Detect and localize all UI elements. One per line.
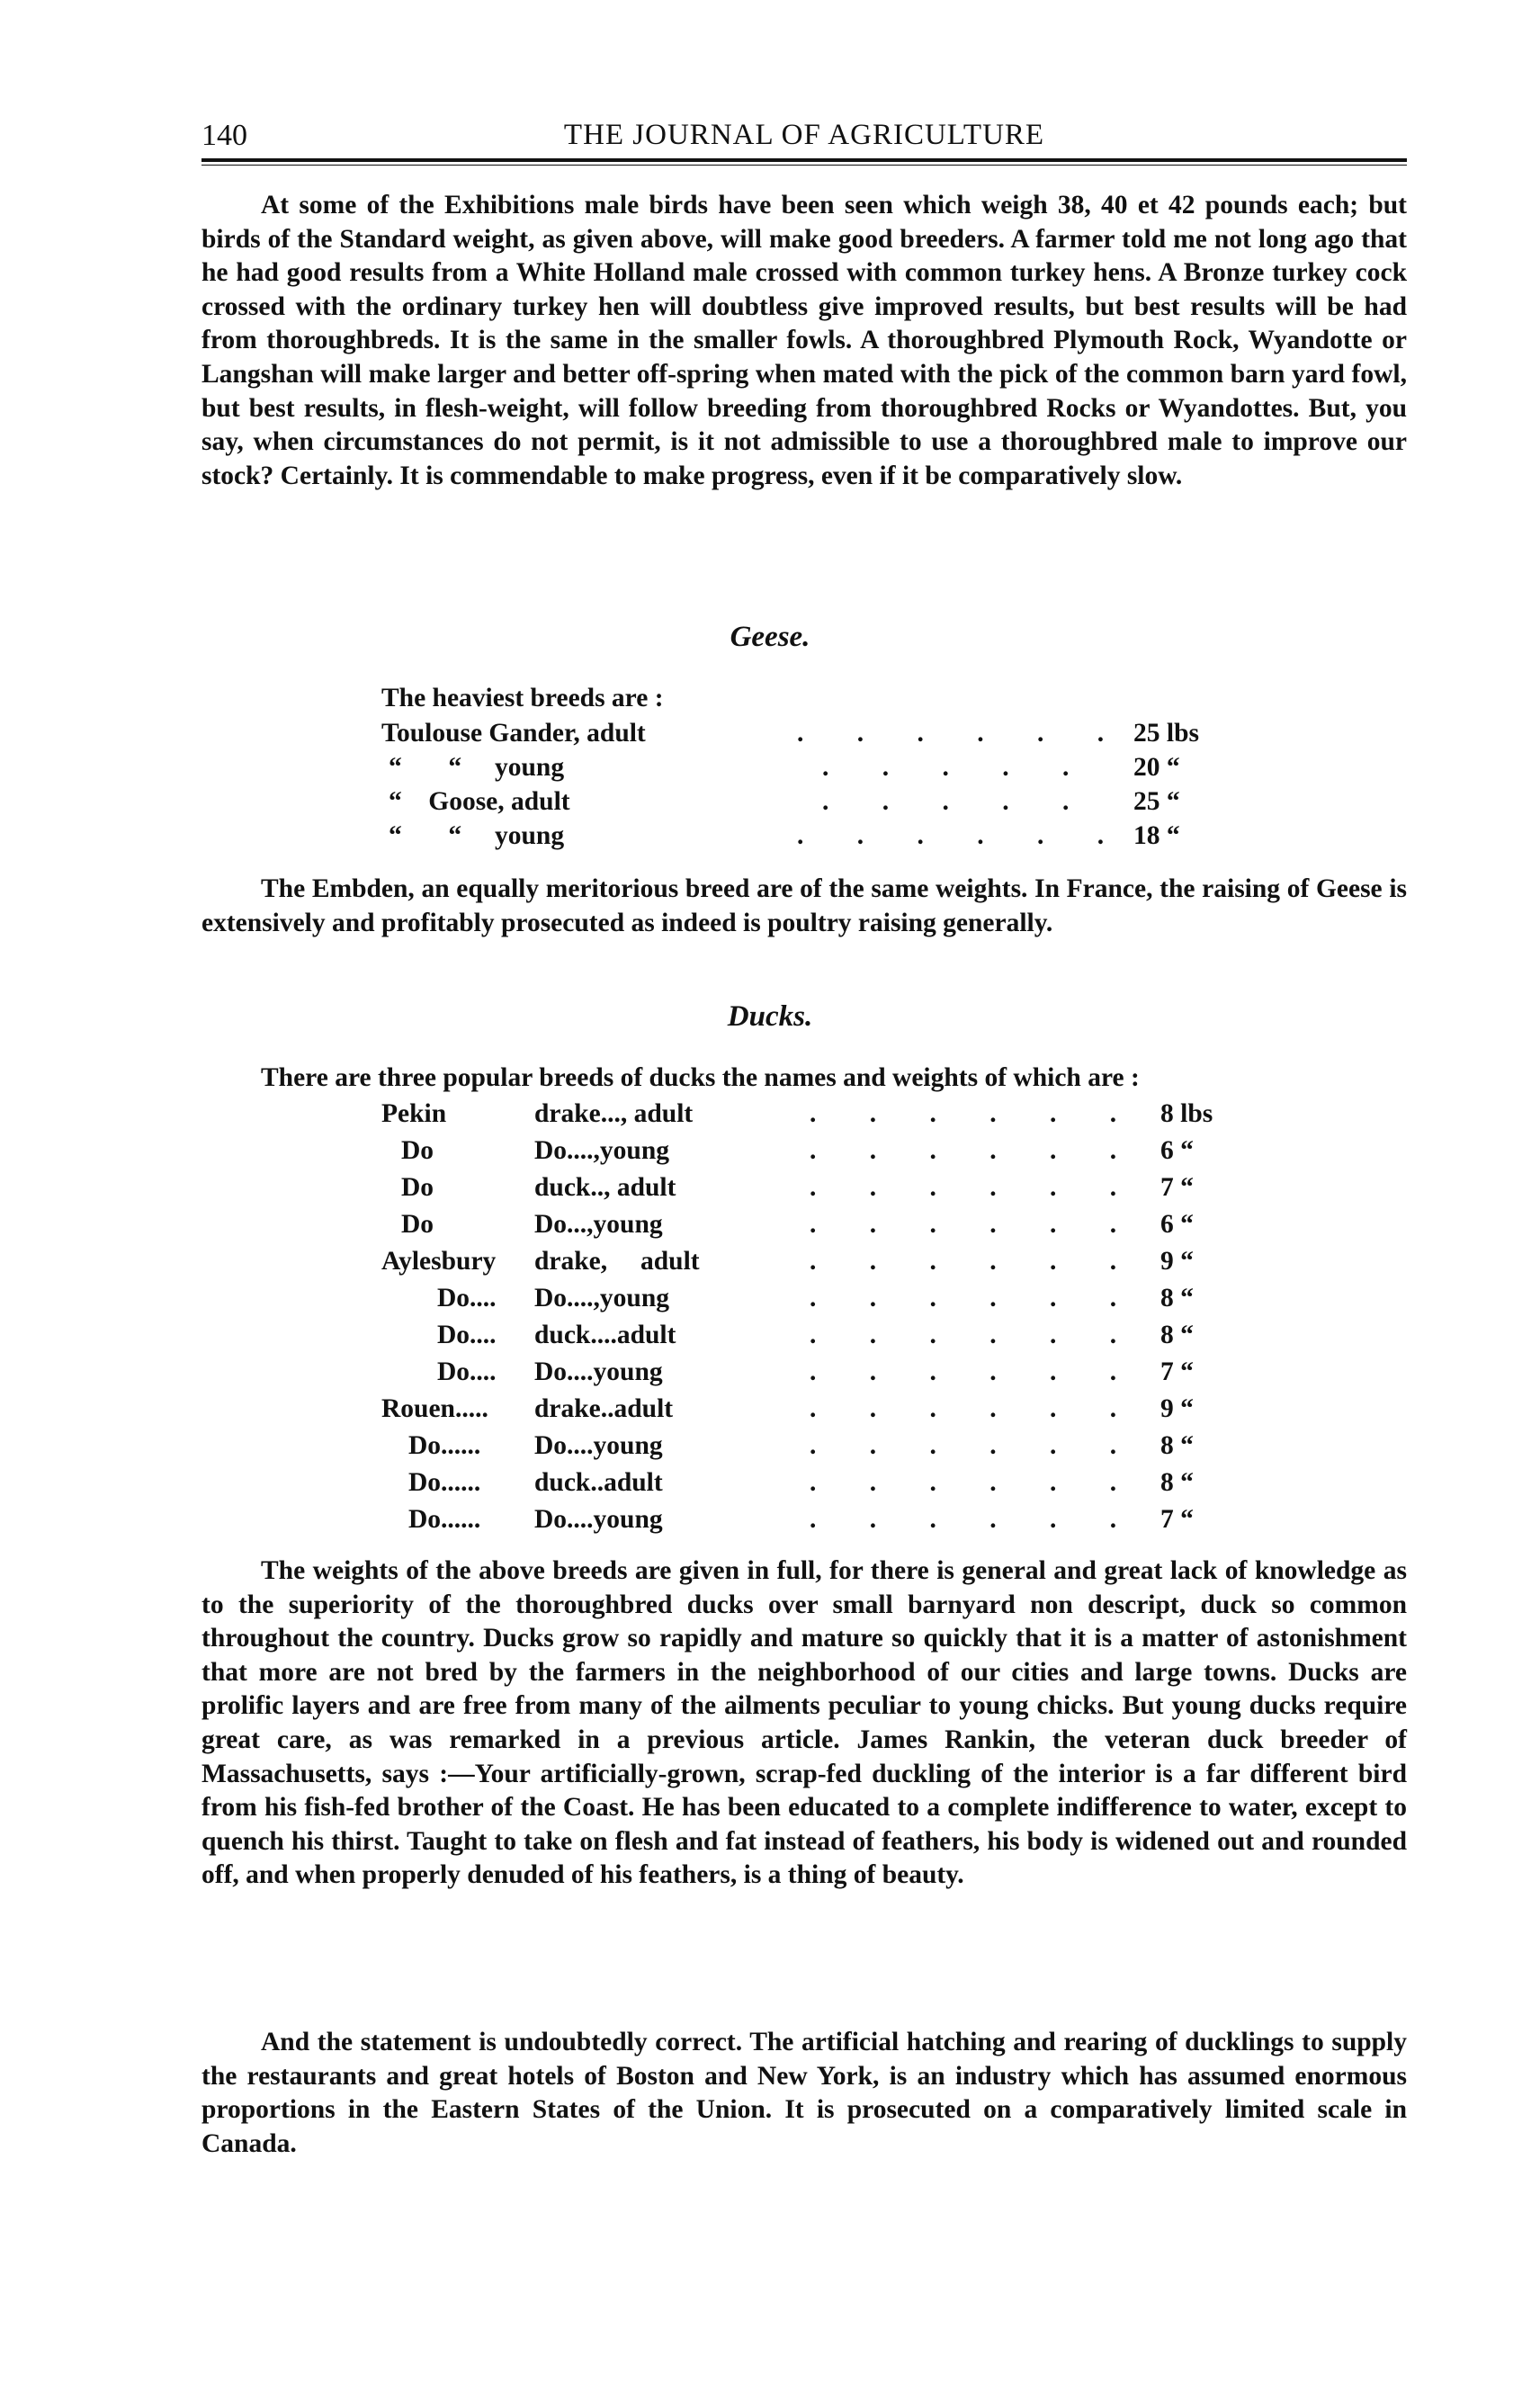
leader-dots: . . . . . . (797, 821, 1128, 850)
breed-cell: Do...... (408, 1505, 481, 1534)
sex-age-cell: drake..adult (534, 1394, 674, 1423)
weight-cell: 8 “ (1160, 1284, 1194, 1312)
weight-cell: 6 “ (1160, 1210, 1194, 1239)
page-number: 140 (201, 119, 247, 152)
breed-cell: Do.... (437, 1321, 497, 1349)
sex-age-cell: drake..., adult (534, 1099, 694, 1128)
leader-dots: . . . . . . (810, 1099, 1141, 1128)
sex-age-cell: Do....young (534, 1357, 663, 1386)
breed-cell: Rouen..... (381, 1394, 488, 1423)
weight-cell: 9 “ (1160, 1247, 1194, 1276)
paragraph-artificial-hatching: And the statement is undoubtedly correct. The artificial hatching and rearing of ducklings to supply the restaurants and great hotels of Boston and New York, is an industry which has assumed enormous proportions in the Eastern States of the Union. It is prosecuted on a comparatively limited scale in Canada. (201, 2028, 1407, 2158)
weight-cell: 8 lbs (1160, 1099, 1213, 1128)
breed-cell: Pekin (381, 1099, 447, 1128)
weight-cell: 6 “ (1160, 1136, 1194, 1165)
breed-cell: “ Goose, adult (389, 787, 570, 816)
breed-cell: Toulouse Gander, adult (381, 719, 646, 748)
breed-cell: Do...... (408, 1431, 481, 1460)
leader-dots: . . . . . . (810, 1210, 1141, 1239)
weight-cell: 7 “ (1160, 1173, 1194, 1202)
leader-dots: . . . . . . (810, 1394, 1141, 1423)
breed-cell: “ “ young (389, 753, 565, 782)
weight-cell: 25 lbs (1133, 719, 1199, 748)
leader-dots: . . . . . . (797, 719, 1128, 748)
sex-age-cell: Do....young (534, 1505, 663, 1534)
weight-cell: 8 “ (1160, 1321, 1194, 1349)
leader-dots: . . . . . . (810, 1136, 1141, 1165)
breed-cell: Do.... (437, 1357, 497, 1386)
header-rule-thick (201, 158, 1407, 162)
sex-age-cell: Do....,young (534, 1284, 669, 1312)
breed-cell: Do (401, 1173, 434, 1202)
weight-cell: 18 “ (1133, 821, 1180, 850)
leader-dots: . . . . . . (810, 1468, 1141, 1497)
weight-cell: 7 “ (1160, 1505, 1194, 1534)
leader-dots: . . . . . . (810, 1247, 1141, 1276)
running-header (201, 115, 1407, 160)
weight-cell: 8 “ (1160, 1431, 1194, 1460)
leader-dots: . . . . . . (810, 1357, 1141, 1386)
paragraph-exhibitions: At some of the Exhibitions male birds have been seen which weigh 38, 40 et 42 pounds each; but birds of the Standard weight, as given above, will make good breeders. A farmer told me not long ago that he had good results from a White Holland male crossed with common turkey hens. A Bronze turkey cock crossed with the ordinary turkey hen will doubtless give improved results, but best results will be had from thoroughbreds. It is the same in the smaller fowls. A thoroughbred Plymouth Rock, Wyandotte or Langshan will make larger and better off-spring when mated with the pick of the common barn yard fowl, but best results, in flesh-weight, will follow breeding from thoroughbred Rocks or Wyandottes. But, you say, when circumstances do not permit, is it not admissible to use a thoroughbred male to improve our stock? Certainly. It is commendable to make progress, even if it be comparatively slow. (201, 191, 1407, 490)
geese-intro: The heaviest breeds are : (381, 684, 664, 712)
leader-dots: . . . . . . (810, 1321, 1141, 1349)
breed-cell: “ “ young (389, 821, 565, 850)
sex-age-cell: Do....young (534, 1431, 663, 1460)
paragraph-duck-weights: The weights of the above breeds are given in full, for there is general and great lack of knowledge as to the superiority of the thoroughbred ducks over small barnyard non descript, duck so common throughout the country. Ducks grow so rapidly and mature so quickly that it is a matter of astonishment that more are not bred by the farmers in the neighborhood of our cities and large towns. Ducks are prolific layers and are free from many of the ailments peculiar to young chicks. But young ducks require great care, as was remarked in a previous article. James Rankin, the veteran duck breeder of Massachusetts, says :—Your artificially-grown, scrap-fed duckling of the interior is a far different bird from his fish-fed brother of the Coast. He has been educated to a complete indifference to water, except to quench his thirst. Taught to take on flesh and fat instead of feathers, his body is widened out and rounded off, and when properly denuded of his feathers, is a thing of beauty. (201, 1556, 1407, 1890)
leader-dots: . . . . . . (810, 1505, 1141, 1534)
breed-cell: Do (401, 1210, 434, 1239)
heading-geese: Geese. (730, 621, 810, 653)
leader-dots: . . . . . (822, 787, 1093, 816)
breed-cell: Do (401, 1136, 434, 1165)
heading-ducks: Ducks. (727, 1000, 813, 1033)
sex-age-cell: duck..adult (534, 1468, 663, 1497)
paragraph-embden: The Embden, an equally meritorious breed are of the same weights. In France, the raising of Geese is extensively and profitably prosecuted as indeed is poultry raising generally. (201, 874, 1407, 937)
breed-cell: Do.... (437, 1284, 497, 1312)
sex-age-cell: Do....,young (534, 1136, 669, 1165)
ducks-intro: There are three popular breeds of ducks the names and weights of which are : (261, 1063, 1140, 1092)
journal-title: THE JOURNAL OF AGRICULTURE (563, 119, 1045, 151)
leader-dots: . . . . . . (810, 1431, 1141, 1460)
sex-age-cell: Do...,young (534, 1210, 663, 1239)
breed-cell: Do...... (408, 1468, 481, 1497)
weight-cell: 7 “ (1160, 1357, 1194, 1386)
weight-cell: 20 “ (1133, 753, 1180, 782)
sex-age-cell: duck.., adult (534, 1173, 676, 1202)
breed-cell: Aylesbury (381, 1247, 497, 1276)
sex-age-cell: duck....adult (534, 1321, 676, 1349)
header-rule-thin (201, 165, 1407, 166)
leader-dots: . . . . . . (810, 1173, 1141, 1202)
weight-cell: 25 “ (1133, 787, 1180, 816)
leader-dots: . . . . . . (810, 1284, 1141, 1312)
weight-cell: 8 “ (1160, 1468, 1194, 1497)
weight-cell: 9 “ (1160, 1394, 1194, 1423)
leader-dots: . . . . . (822, 753, 1093, 782)
sex-age-cell: drake, adult (534, 1247, 700, 1276)
